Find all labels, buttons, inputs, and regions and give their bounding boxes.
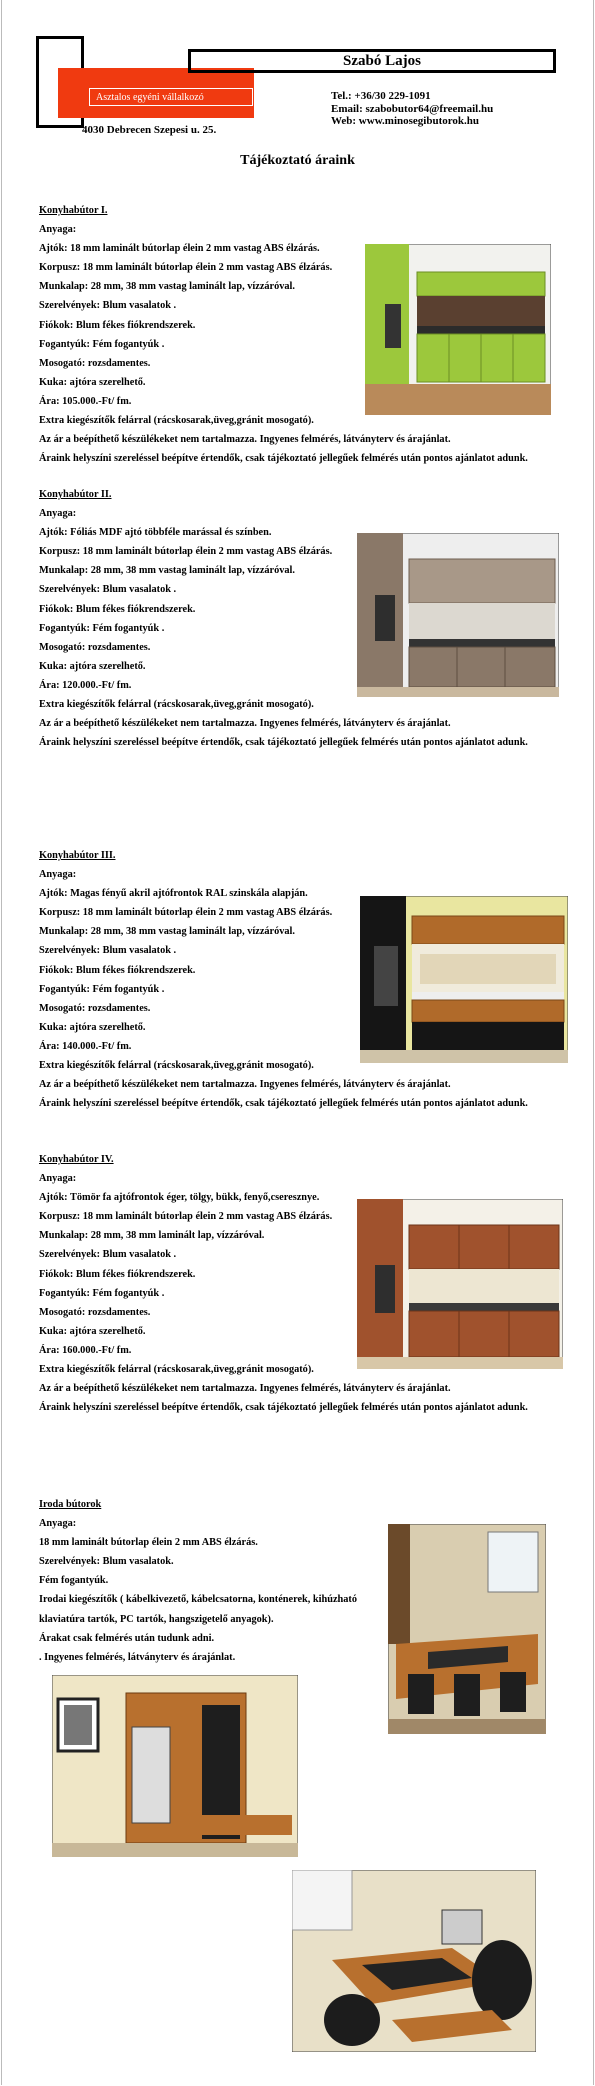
spec-line: Munkalap: 28 mm, 38 mm vastag laminált lap, vízzáróval. xyxy=(39,565,295,577)
spec-line: Fogantyúk: Fém fogantyúk . xyxy=(39,338,165,350)
spec-line: Mosogató: rozsdamentes. xyxy=(39,641,151,653)
spec-line: 18 mm laminált bútorlap élein 2 mm ABS élzárás. xyxy=(39,1537,258,1549)
kitchen-3-photo xyxy=(360,896,568,1063)
note-line: Áraink helyszíni szereléssel beépítve értendők, csak tájékoztató jellegűek felmérés után pontos ajánlatot adunk. xyxy=(39,1402,528,1414)
spec-line: Extra kiegészítők felárral (rácskosarak,üveg,gránit mosogató). xyxy=(39,699,314,711)
spec-line: Fiókok: Blum fékes fiókrendszerek. xyxy=(39,603,196,615)
spec-line: Fogantyúk: Fém fogantyúk . xyxy=(39,983,165,995)
spec-line: Anyaga: xyxy=(39,1518,77,1530)
spec-line: Fogantyúk: Fém fogantyúk . xyxy=(39,1287,165,1299)
spec-line: Kuka: ajtóra szerelhető. xyxy=(39,1325,146,1337)
company-address: 4030 Debrecen Szepesi u. 25. xyxy=(82,124,217,136)
note-line: Az ár a beépíthető készülékeket nem tartalmazza. Ingyenes felmérés, látványterv és árajánlat. xyxy=(39,718,451,730)
kitchen-4-photo xyxy=(357,1199,563,1369)
spec-line: Szerelvények: Blum vasalatok . xyxy=(39,300,177,312)
page-title: Tájékoztató áraink xyxy=(240,153,355,168)
spec-line: Anyaga: xyxy=(39,224,77,236)
contact-email: Email: szabobutor64@freemail.hu xyxy=(331,102,494,115)
note-line: Az ár a beépíthető készülékeket nem tartalmazza. Ingyenes felmérés, látványterv és árajánlat. xyxy=(39,1079,451,1091)
spec-line: Ajtók: 18 mm laminált bútorlap élein 2 mm vastag ABS élzárás. xyxy=(39,243,320,255)
kitchen-2-photo xyxy=(357,533,559,697)
spec-line: Munkalap: 28 mm, 38 mm laminált lap, vízzáróval. xyxy=(39,1230,265,1242)
office-section xyxy=(39,1495,384,1667)
spec-line: Szerelvények: Blum vasalatok . xyxy=(39,584,177,596)
kitchen-1-photo xyxy=(365,244,551,415)
spec-line: Ajtók: Fóliás MDF ajtó többféle marással és színben. xyxy=(39,527,272,539)
note-line: Az ár a beépíthető készülékeket nem tartalmazza. Ingyenes felmérés, látványterv és árajánlat. xyxy=(39,434,451,446)
spec-line: Fogantyúk: Fém fogantyúk . xyxy=(39,622,165,634)
section-heading: Konyhabútor II. xyxy=(39,489,112,500)
company-name-box xyxy=(188,49,556,73)
spec-line: Korpusz: 18 mm laminált bútorlap élein 2 mm vastag ABS élzárás. xyxy=(39,546,333,558)
note-line: Áraink helyszíni szereléssel beépítve értendők, csak tájékoztató jellegűek felmérés után pontos ajánlatot adunk. xyxy=(39,1098,528,1110)
spec-line: Fiókok: Blum fékes fiókrendszerek. xyxy=(39,1268,196,1280)
contact-web: Web: www.minosegibutorok.hu xyxy=(331,115,480,127)
spec-line: Szerelvények: Blum vasalatok. xyxy=(39,1556,174,1568)
spec-line: Korpusz: 18 mm laminált bútorlap élein 2 mm vastag ABS élzárás. xyxy=(39,262,333,274)
spec-line: Fém fogantyúk. xyxy=(39,1575,109,1587)
spec-line: Irodai kiegészítők ( kábelkivezető, kábelcsatorna, konténerek, kihúzható klaviatúra tartók, PC tartók, hangszigetelő anyagok). xyxy=(39,1594,357,1625)
price-line: Ára: 140.000.-Ft/ fm. xyxy=(39,1040,132,1052)
spec-line: Kuka: ajtóra szerelhető. xyxy=(39,660,146,672)
price-line: Ára: 120.000.-Ft/ fm. xyxy=(39,679,132,691)
note-line: Áraink helyszíni szereléssel beépítve értendők, csak tájékoztató jellegűek felmérés után pontos ajánlatot adunk. xyxy=(39,737,528,749)
spec-line: Extra kiegészítők felárral (rácskosarak,üveg,gránit mosogató). xyxy=(39,415,314,427)
spec-line: Fiókok: Blum fékes fiókrendszerek. xyxy=(39,964,196,976)
spec-line: Kuka: ajtóra szerelhető. xyxy=(39,376,146,388)
spec-line: Munkalap: 28 mm, 38 mm vastag laminált lap, vízzáróval. xyxy=(39,281,295,293)
office-cabinet-photo xyxy=(52,1675,298,1857)
spec-line: Mosogató: rozsdamentes. xyxy=(39,357,151,369)
spec-line: Ajtók: Tömör fa ajtófrontok éger, tölgy, bükk, fenyő,cseresznye. xyxy=(39,1192,320,1204)
spec-line: Korpusz: 18 mm laminált bútorlap élein 2 mm vastag ABS élzárás. xyxy=(39,907,333,919)
spec-line: . Ingyenes felmérés, látványterv és árajánlat. xyxy=(39,1651,236,1663)
spec-line: Munkalap: 28 mm, 38 mm vastag laminált lap, vízzáróval. xyxy=(39,926,295,938)
spec-line: Kuka: ajtóra szerelhető. xyxy=(39,1021,146,1033)
office-conference-photo xyxy=(388,1524,546,1734)
spec-line: Korpusz: 18 mm laminált bútorlap élein 2 mm vastag ABS élzárás. xyxy=(39,1211,333,1223)
office-desk-photo xyxy=(292,1870,536,2052)
spec-line: Extra kiegészítők felárral (rácskosarak,üveg,gránit mosogató). xyxy=(39,1364,314,1376)
spec-line: Anyaga: xyxy=(39,1173,77,1185)
spec-line: Mosogató: rozsdamentes. xyxy=(39,1002,151,1014)
spec-line: Árakat csak felmérés után tudunk adni. xyxy=(39,1632,215,1644)
spec-line: Szerelvények: Blum vasalatok . xyxy=(39,1249,177,1261)
spec-line: Szerelvények: Blum vasalatok . xyxy=(39,945,177,957)
spec-line: Fiókok: Blum fékes fiókrendszerek. xyxy=(39,319,196,331)
section-heading: Konyhabútor IV. xyxy=(39,1154,114,1165)
section-heading: Iroda bútorok xyxy=(39,1499,102,1510)
spec-line: Anyaga: xyxy=(39,869,77,881)
note-line: Áraink helyszíni szereléssel beépítve értendők, csak tájékoztató jellegűek felmérés után pontos ajánlatot adunk. xyxy=(39,453,528,465)
contact-tel: Tel.: +36/30 229-1091 xyxy=(331,90,431,102)
section-heading: Konyhabútor I. xyxy=(39,205,108,216)
price-line: Ára: 160.000.-Ft/ fm. xyxy=(39,1344,132,1356)
company-name: Szabó Lajos xyxy=(343,53,421,69)
spec-line: Anyaga: xyxy=(39,508,77,520)
spec-line: Extra kiegészítők felárral (rácskosarak,üveg,gránit mosogató). xyxy=(39,1060,314,1072)
note-line: Az ár a beépíthető készülékeket nem tartalmazza. Ingyenes felmérés, látványterv és árajánlat. xyxy=(39,1383,451,1395)
company-tagline: Asztalos egyéni vállalkozó xyxy=(89,88,253,106)
section-heading: Konyhabútor III. xyxy=(39,850,116,861)
contact-block xyxy=(331,90,493,128)
spec-line: Mosogató: rozsdamentes. xyxy=(39,1306,151,1318)
spec-line: Ajtók: Magas fényű akril ajtófrontok RAL szinskála alapján. xyxy=(39,888,308,900)
price-line: Ára: 105.000.-Ft/ fm. xyxy=(39,395,132,407)
